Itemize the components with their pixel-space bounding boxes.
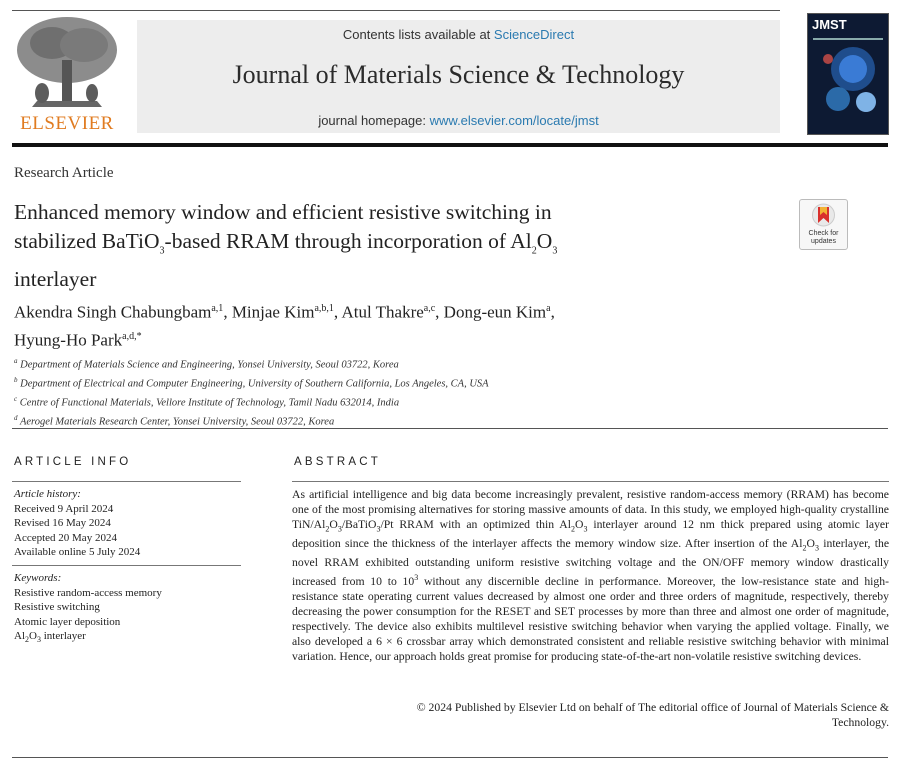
history-item: Revised 16 May 2024 (14, 517, 111, 529)
article-type: Research Article (14, 165, 114, 181)
keyword-item[interactable]: Atomic layer deposition (14, 615, 121, 628)
homepage-line: journal homepage: www.elsevier.com/locate/jmst (318, 113, 599, 128)
journal-title: Journal of Materials Science & Technology (232, 60, 685, 89)
article-history (14, 487, 242, 560)
abstract-rule (292, 481, 889, 482)
author-name[interactable]: Akendra Singh Chabungbam (14, 302, 212, 322)
abstract-text: As artificial intelligence and big data become increasingly prevalent, resistive random-access memory (RRAM) has become one of the most promising alternatives for storing massive amounts of data. In this study, we employed high-quality crystalline TiN/$Al_2O_3/BaTiO_3/Pt$ RRAM with an optimized thin $Al_2O_3$ interlayer around 12 nm thick prepared using atomic layer deposition since the thickness of the interlayer affects the memory window size. After insertion of the $Al_2O_3$ interlayer, the novel RRAM exhibited outstanding uniform resistive switching voltage and the ON/OFF memory window drastically increased from 10 to $10^3$ without any discernible decline in performance. Moreover, the low-resistance state and high-resistance state operating current values decreased by almost one order and three orders of magnitude, respectively, thereby decreasing the power consumption for the RESET and SET processes by more than three and almost one order of magnitude, respectively. The device also exhibits multilevel resistive switching behavior when varying the applied voltage. Finally, we also developed a 6 × 6 crossbar array which demonstrated consistent and reliable resistive switching behavior with minimal variation. Hence, our approach holds great promise for producing state-of-the-art non-volatile resistive switching devices. (292, 488, 890, 663)
section-divider (12, 428, 888, 429)
keywords (14, 571, 242, 648)
sciencedirect-link[interactable]: ScienceDirect (493, 27, 575, 42)
history-item: Available online 5 July 2024 (14, 546, 141, 558)
affiliation-item: $^a$ Department of Materials Science and Engineering, Yonsei University, Seoul 03722, Korea (14, 357, 399, 371)
journal-cover-thumbnail[interactable] (807, 13, 889, 135)
author-list: Akendra Singh Chabungbam$^{a,1}$, Minjae Kim$^{a,b,1}$, Atul Thakre$^{a,c}$, Dong-eun Kim$^a$, Hyung-Ho Park$^{a,d,*}$ (14, 302, 555, 350)
article-info-heading: ARTICLE INFO (14, 456, 132, 468)
elsevier-tree-icon (12, 15, 122, 110)
homepage-link[interactable]: www.elsevier.com/locate/jmst (429, 113, 599, 128)
footer-rule (12, 757, 888, 758)
bookmark-icon (800, 200, 847, 230)
header-top-rule (12, 10, 780, 11)
check-updates-label: Check for updates (808, 230, 839, 245)
publisher-name: ELSEVIER (20, 113, 114, 134)
affiliation-item: $^b$ Department of Electrical and Computer Engineering, University of Southern California, Los Angeles, CA, USA (14, 376, 489, 390)
keyword-item[interactable]: Resistive random-access memory (14, 586, 162, 599)
article-title: Enhanced memory window and efficient resistive switching in stabilized BaTiO$_3$-based RRAM through incorporation of $Al_2O_3$ interlayer (14, 200, 558, 292)
cover-art-icon (808, 14, 888, 134)
history-item: Accepted 20 May 2024 (14, 531, 117, 544)
keywords-rule (12, 565, 241, 566)
affiliations (14, 354, 774, 430)
elsevier-logo[interactable] (12, 15, 122, 135)
contents-line: Contents lists available at ScienceDirect (342, 27, 575, 42)
keyword-item[interactable]: Resistive switching (14, 601, 100, 613)
article-info-rule (12, 481, 241, 482)
affiliation-item: $^c$ Centre of Functional Materials, Vellore Institute of Technology, Tamil Nadu 632014, India (14, 395, 400, 409)
history-item: Received 9 April 2024 (14, 502, 114, 515)
affiliation-item: $^d$ Aerogel Materials Research Center, Yonsei University, Seoul 03722, Korea (14, 414, 335, 428)
header-bottom-rule (12, 143, 888, 147)
journal-banner (137, 20, 780, 133)
keyword-item[interactable]: $Al_2O_3$ interlayer (14, 630, 86, 645)
author-name[interactable]: Dong-eun Kim (443, 302, 547, 322)
author-name[interactable]: Minjae Kim (231, 302, 315, 322)
history-label: Article history: (14, 488, 81, 500)
cover-title: JMST (812, 17, 847, 32)
keywords-label: Keywords: (14, 572, 62, 584)
author-name[interactable]: Atul Thakre (341, 302, 424, 322)
abstract-heading: ABSTRACT (294, 456, 381, 468)
check-for-updates-button[interactable] (799, 199, 848, 250)
copyright-notice: © 2024 Published by Elsevier Ltd on behalf of The editorial office of Journal of Materials Science & Technology. (416, 701, 889, 729)
author-name[interactable]: Hyung-Ho Park (14, 330, 123, 350)
